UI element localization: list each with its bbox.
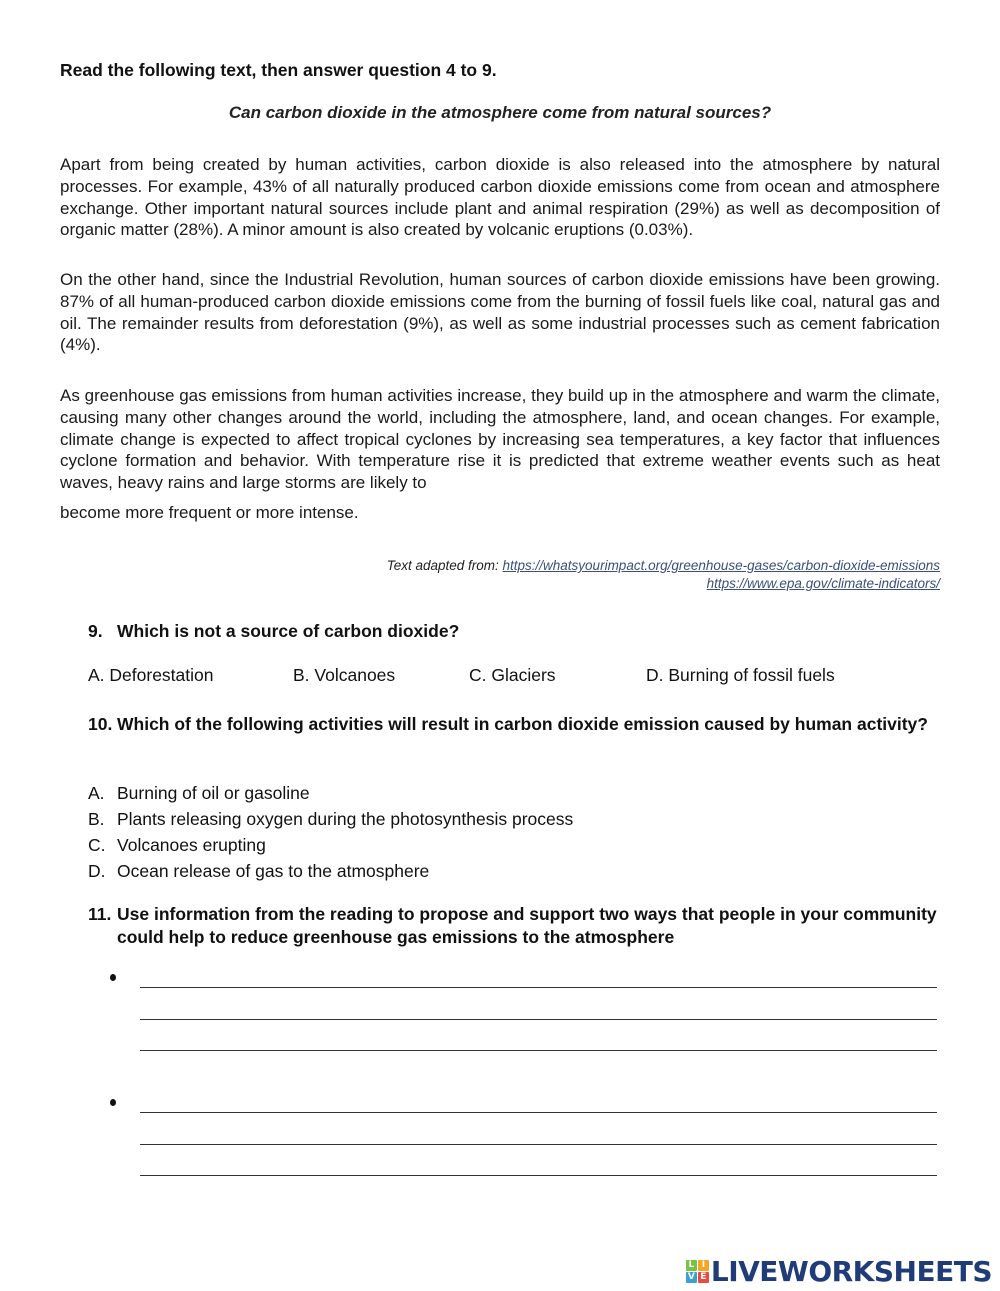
instruction-heading: Read the following text, then answer question 4 to 9. [60, 60, 497, 80]
liveworksheets-logo [686, 1255, 992, 1288]
answer-line[interactable] [140, 1175, 937, 1176]
answer-line[interactable] [140, 1112, 937, 1113]
reading-title: Can carbon dioxide in the atmosphere come from natural sources? [228, 103, 772, 122]
logo-mark-letter: L [686, 1260, 697, 1271]
answer-line[interactable] [140, 1144, 937, 1145]
question-text: Use information from the reading to propose and support two ways that people in your community could help to reduce greenhouse gas emissions to the atmosphere [117, 904, 937, 947]
option-text: Ocean release of gas to the atmosphere [117, 861, 430, 881]
option-text: Burning of oil or gasoline [117, 783, 310, 803]
question-11 [88, 903, 948, 949]
option-letter: D. [88, 861, 106, 881]
option-c-glaciers[interactable]: C. Glaciers [469, 665, 556, 685]
source-citation [387, 557, 940, 593]
reading-paragraph-2: On the other hand, since the Industrial Revolution, human sources of carbon dioxide emissions have been growing. 87% of all human-produced carbon dioxide emissions come from the burning of fossil fuels like coal, natural gas and oil. The remainder results from deforestation (9%), as well as some industrial processes such as cement fabrication (4%). [60, 270, 940, 355]
source-label: Text adapted from: [386, 558, 503, 573]
option-text: Volcanoes erupting [117, 835, 266, 855]
logo-mark-letter: I [698, 1260, 709, 1271]
question-10 [88, 713, 948, 736]
option-a-deforestation[interactable]: A. Deforestation [88, 665, 214, 685]
question-number: 11. [88, 904, 112, 924]
source-link-epa[interactable]: https://www.epa.gov/climate-indicators/ [706, 576, 940, 591]
option-letter: B. [88, 809, 105, 829]
bullet-icon [110, 1099, 116, 1106]
reading-paragraph-3-last-line: become more frequent or more intense. [60, 502, 359, 522]
logo-mark-letter: V [686, 1272, 697, 1283]
option-d-burning-fossil-fuels[interactable]: D. Burning of fossil fuels [646, 665, 835, 685]
option-b-volcanoes[interactable]: B. Volcanoes [293, 665, 396, 685]
option-text: Plants releasing oxygen during the photosynthesis process [117, 809, 574, 829]
reading-paragraph-3-body: As greenhouse gas emissions from human activities increase, they build up in the atmosphere and warm the climate, causing many other changes around the world, including the atmosphere, land, and ocean changes. For example, climate change is expected to affect tropical cyclones by increasing sea temperatures, a key factor that influences cyclone formation and behavior. With temperature rise it is predicted that extreme weather events such as heat waves, heavy rains and large storms are likely to [60, 386, 940, 493]
source-link-whatsyourimpact[interactable]: https://whatsyourimpact.org/greenhouse-gases/carbon-dioxide-emissions [502, 558, 940, 573]
question-text: Which of the following activities will result in carbon dioxide emission caused by human activity? [117, 714, 928, 734]
option-letter: C. [88, 835, 106, 855]
question-9-options [88, 665, 948, 689]
option-c[interactable] [88, 832, 573, 858]
question-number: 9. [88, 621, 103, 641]
reading-paragraph-1: Apart from being created by human activities, carbon dioxide is also released into the atmosphere by natural processes. For example, 43% of all naturally produced carbon dioxide emissions come from ocean and atmosphere exchange. Other important natural sources include plant and animal respiration (29%) as well as decomposition of organic matter (28%). A minor amount is also created by volcanic eruptions (0.03%). [60, 155, 940, 240]
question-10-options [88, 780, 573, 884]
question-number: 10. [88, 714, 113, 734]
option-a[interactable] [88, 780, 573, 806]
live-mark-icon [686, 1260, 709, 1283]
question-text: Which is not a source of carbon dioxide? [117, 621, 460, 641]
reading-paragraph-3 [60, 385, 940, 524]
bullet-icon [110, 974, 116, 981]
answer-line[interactable] [140, 1019, 937, 1020]
option-letter: A. [88, 783, 105, 803]
option-d[interactable] [88, 858, 573, 884]
logo-mark-letter: E [698, 1272, 709, 1283]
logo-text: LIVEWORKSHEETS [710, 1255, 992, 1288]
question-9 [88, 620, 948, 643]
option-b[interactable] [88, 806, 573, 832]
answer-line[interactable] [140, 1050, 937, 1051]
answer-line[interactable] [140, 987, 937, 988]
